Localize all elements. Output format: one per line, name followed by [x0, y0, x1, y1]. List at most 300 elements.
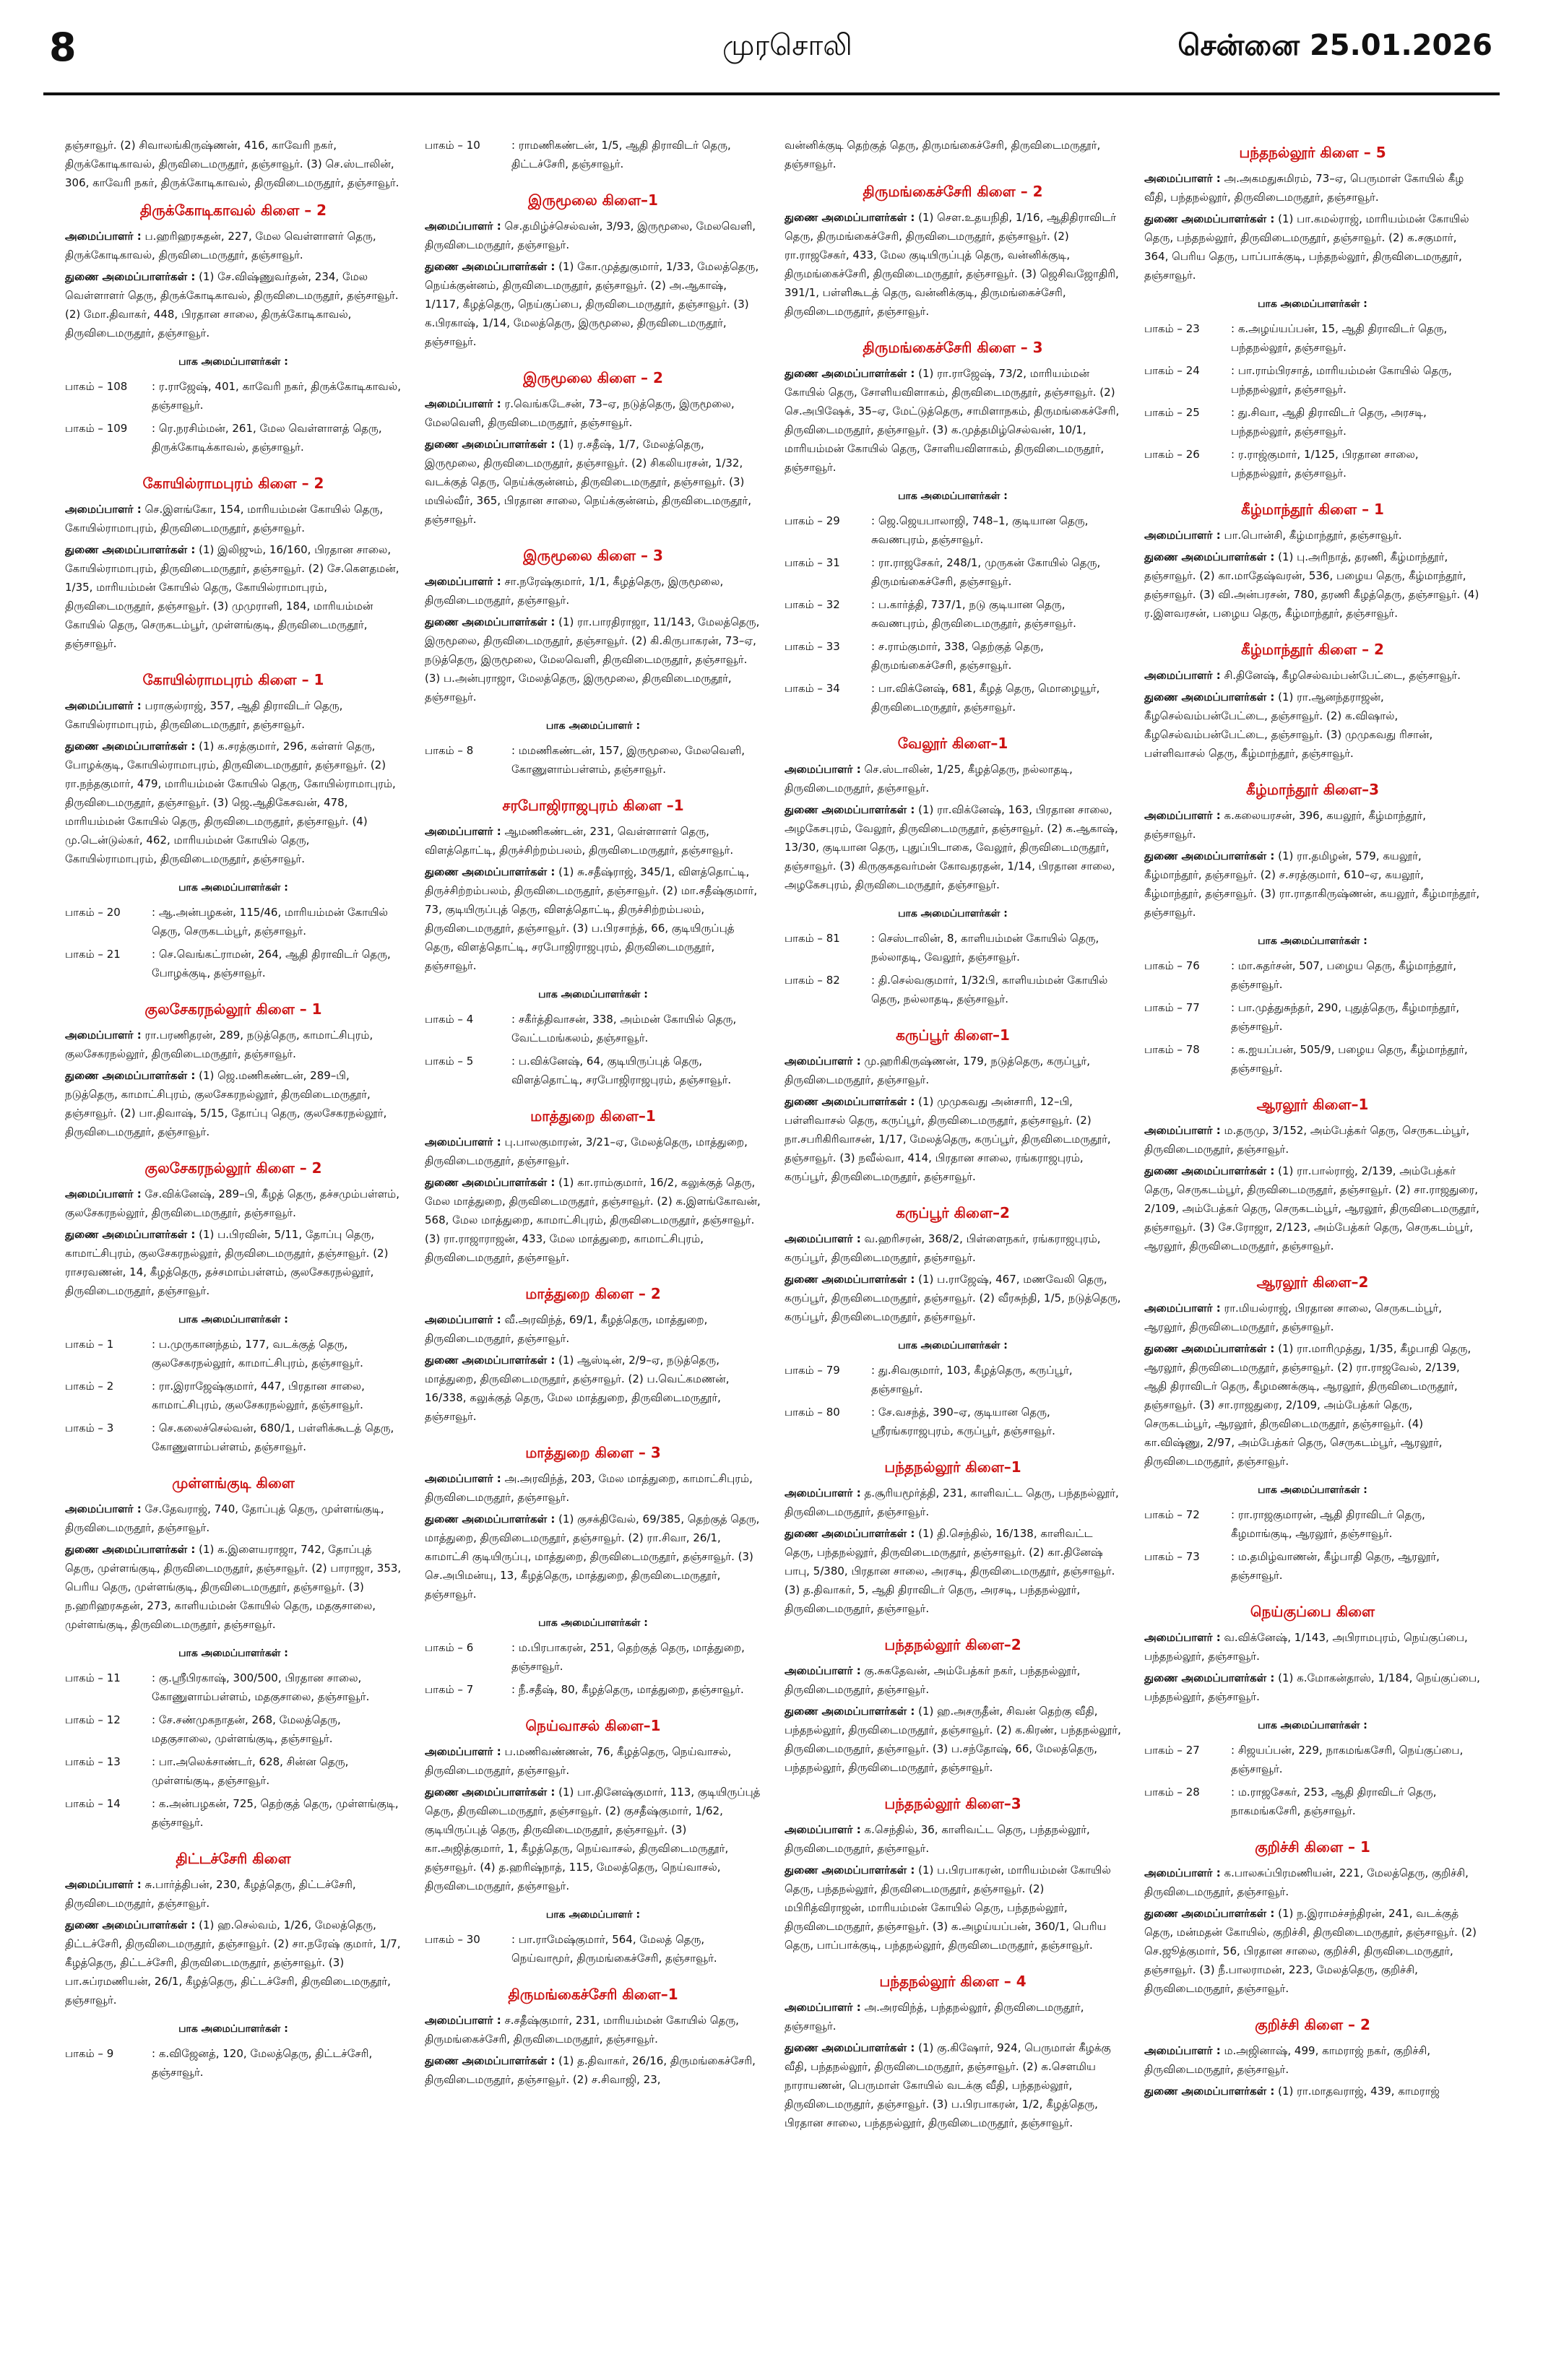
member-details: (1) குசக்திவேல், 69/385, தெற்குத் தெரு, மாத்துறை, திருவிடைமருதூர், தஞ்சாவூர். (2) ரா.சிவா, 26/1, காமாட்சி குடியிருப்பு, மாத்துறை, திருவிடைமருதூர், தஞ்சாவூர். (3) செ.அபிமன்யு, 13, கீழத்தெரு, மாத்துறை, திருவிடைமருதூர், தஞ்சாவூர். — [425, 1513, 760, 1601]
branch-title: பந்தநல்லூர் கிளை–2 — [884, 1636, 1021, 1653]
booth-heading: பாக அமைப்பாளர் : — [545, 720, 641, 732]
branch-section — [425, 1716, 761, 1968]
dateline: சென்னை 25.01.2026 — [1177, 29, 1492, 62]
office-bearer-entry — [785, 1524, 1121, 1618]
member-details: (1) சே.விஷ்ணுவர்தன், 234, மேல வெள்ளாளர் தெரு, திருக்கோடிகாவல், திருவிடைமருதூர், தஞ்சாவூர். (2) மோ.திவாகர், 448, பிரதான சாலை, திருக்கோடிகாவல், திருவிடைமருதூர், தஞ்சாவூர். — [65, 270, 399, 339]
role-label: அமைப்பாளர் : — [65, 1187, 142, 1200]
office-bearer-entry — [65, 267, 402, 342]
branch-title: ஆரலூர் கிளை–2 — [1256, 1273, 1369, 1291]
branch-section — [65, 201, 402, 456]
booth-row — [425, 1680, 761, 1699]
member-details: (1) ஹ.செல்வம், 1/26, மேலத்தெரு, திட்டச்சேரி, திருவிடைமருதூர், தஞ்சாவூர். (2) சா.நரேஷ் குமார், 1/7, கீழத்தெரு, திட்டச்சேரி, திருவிடைமருதூர், தஞ்சாவூர். (3) பா.சுப்ரமணியன், 26/1, கீழத்தெரு, திட்டச்சேரி, திருவிடைமருதூர், தஞ்சாவூர். — [65, 1918, 401, 2007]
booth-number: பாகம் – 20 — [65, 906, 121, 919]
branch-title: நெய்வாசல் கிளை–1 — [525, 1717, 661, 1734]
booth-heading: பாக அமைப்பாளர்கள் : — [178, 2023, 288, 2035]
role-label: அமைப்பாளர் : — [785, 1055, 861, 1068]
booth-details: : து.சிவா, ஆதி திராவிடர் தெரு, அரசடி, பந்தநல்லூர், தஞ்சாவூர். — [1231, 406, 1427, 438]
branch-title: கீழ்மாந்தூர் கிளை – 2 — [1241, 641, 1384, 658]
booth-number: பாகம் – 21 — [65, 948, 121, 961]
booth-row — [1144, 1783, 1481, 1820]
booth-details: : ஜெ.ஜெயபாலாஜி, 748–1, குடியான தெரு, சுவணபுரம், தஞ்சாவூர். — [871, 514, 1089, 546]
booth-heading: பாக அமைப்பாளர்கள் : — [898, 490, 1008, 502]
member-details: ச.சதீஷ்குமார், 231, மாரியம்மன் கோயில் தெரு, திருமங்கைச்சேரி, திருவிடைமருதூர், தஞ்சாவூர். — [425, 2014, 739, 2046]
booth-details: : பா.அலெக்சாண்டர், 628, சின்ன தெரு, முள்ளங்குடி, தஞ்சாவூர். — [152, 1755, 349, 1787]
branch-section — [785, 1026, 1121, 1186]
branch-title: கோயில்ராமபுரம் கிளை – 2 — [142, 475, 324, 492]
member-details: ஆமணிகண்டன், 231, வெள்ளாளர் தெரு, விளத்தொட்டி, திருச்சிற்றம்பலம், திருவிடைமருதூர், தஞ்சாவூர். — [425, 825, 734, 857]
article-columns — [65, 136, 1481, 2360]
member-details: (1) ர.சதீஷ், 1/7, மேலத்தெரு, இருமூலை, திருவிடைமருதூர், தஞ்சாவூர். (2) சிகலியரசன், 1/32, வடக்குத் தெரு, நெய்க்குன்னம், திருவிடைமருதூர், தஞ்சாவூர். (3) மயில்வீர், 365, பிரதான சாலை, நெய்க்குன்னம், திருவிடைமருதூர், தஞ்சாவூர். — [425, 438, 751, 526]
office-bearer-entry — [425, 2011, 761, 2048]
booth-number: பாகம் – 14 — [65, 1797, 121, 1810]
role-label: அமைப்பாளர் : — [1144, 172, 1221, 185]
booth-details: : ம.பிரபாகரன், 251, தெற்குத் தெரு, மாத்துறை, தஞ்சாவூர். — [511, 1641, 745, 1673]
member-details: பராகுல்ராஜ், 357, ஆதி திராவிடர் தெரு, கோயில்ராமாபுரம், திருவிடைமருதூர், தஞ்சாவூர். — [65, 699, 343, 731]
role-label: அமைப்பாளர் : — [785, 1664, 861, 1677]
member-details: (1) க.இளையராஜா, 742, தோப்புத் தெரு, முள்ளங்குடி, திருவிடைமருதூர், தஞ்சாவூர். (2) பாராஜா, 353, பெரிய தெரு, முள்ளங்குடி, திருவிடைமருதூர், தஞ்சாவூர். (3) ந.ஹரிஹரசுதன், 273, காளியம்மன் கோயில் தெரு, மதகுசாலை, முள்ளங்குடி, திருவிடைமருதூர், தஞ்சாவூர். — [65, 1543, 402, 1631]
column-3 — [785, 136, 1121, 2360]
office-bearer-entry — [65, 1540, 402, 1634]
booth-details: : து.சிவகுமார், 103, கீழத்தெரு, கருப்பூர், தஞ்சாவூர். — [871, 1364, 1073, 1395]
branch-section — [1144, 1273, 1481, 1585]
booth-row — [425, 136, 761, 173]
office-bearer-entry — [425, 1173, 761, 1267]
booth-row — [65, 419, 402, 456]
member-details: வீ.அரவிந்த், 69/1, கீழத்தெரு, மாத்துறை, திருவிடைமருதூர், தஞ்சாவூர். — [425, 1313, 708, 1345]
booth-number: பாகம் – 109 — [65, 422, 128, 435]
branch-section — [1144, 143, 1481, 483]
office-bearer-entry — [65, 1225, 402, 1300]
branch-title: கருப்பூர் கிளை–1 — [896, 1026, 1010, 1044]
branch-title: திட்டச்சேரி கிளை — [176, 1850, 291, 1867]
booth-number: பாகம் – 79 — [785, 1364, 840, 1377]
office-bearer-entry — [425, 1310, 761, 1348]
role-label: துணை அமைப்பாளர்கள் : — [1144, 1907, 1275, 1920]
branch-section — [65, 1159, 402, 1456]
role-label: அமைப்பாளர் : — [65, 1502, 142, 1515]
booth-number: பாகம் – 7 — [425, 1683, 474, 1696]
role-label: துணை அமைப்பாளர்கள் : — [1144, 691, 1275, 704]
booth-row — [785, 929, 1121, 966]
member-details: (1) ரா.பால்ராஜ், 2/139, அம்பேத்கர் தெரு, செருகடம்பூர், திருவிடைமருதூர், தஞ்சாவூர். (2) சா.ராஜதுரை, 2/109, அம்பேத்கர் தெரு, செருகடம்பூர், ஆரலூர், திருவிடைமருதூர், தஞ்சாவூர். (3) சே.ரோஜா, 2/123, அம்பேத்கர் தெரு, செருகடம்பூர், ஆரலூர், திருவிடைமருதூர், தஞ்சாவூர். — [1144, 1164, 1479, 1252]
booth-heading: பாக அமைப்பாளர்கள் : — [538, 1617, 648, 1629]
role-label: அமைப்பாளர் : — [65, 230, 142, 243]
member-details: அ.அரவிந்த், பந்தநல்லூர், திருவிடைமருதூர், தஞ்சாவூர். — [785, 2001, 1084, 2033]
branch-title: இருமூலை கிளை – 2 — [523, 369, 663, 386]
branch-section — [785, 338, 1121, 717]
office-bearer-entry — [1144, 526, 1481, 545]
office-bearer-entry — [65, 1500, 402, 1537]
booth-number: பாகம் – 13 — [65, 1755, 121, 1768]
member-details: ம.தருமு, 3/152, அம்பேத்கர் தெரு, செருகடம்பூர், திருவிடைமருதூர், தஞ்சாவூர். — [1144, 1124, 1470, 1156]
role-label: அமைப்பாளர் : — [1144, 809, 1221, 822]
member-details: அ.அரவிந்த், 203, மேல மாத்துறை, காமாட்சிபுரம், திருவிடைமருதூர், தஞ்சாவூர். — [425, 1472, 753, 1504]
member-details: (1) கு.கிஷோர், 924, பெருமாள் கீழக்கு வீதி, பந்தநல்லூர், திருவிடைமருதூர், தஞ்சாவூர். (2) க.சௌமிய நாராயணன், பெருமாள் கோயில் வடக்கு வீதி, பந்தநல்லூர், திருவிடைமருதூர், தஞ்சாவூர். (3) ப.பிரபாகரன், 1/2, கீழத்தெரு, பிரதான சாலை, பந்தநல்லூர், திருவிடைமருதூர், தஞ்சாவூர். — [785, 2041, 1111, 2129]
member-details: (1) ஜெ.மணிகண்டன், 289–பி, நடுத்தெரு, காமாட்சிபுரம், குலசேகரநல்லூர், திருவிடைமருதூர், தஞ்சாவூர். (2) பா.திவாஷ், 5/15, தோப்பு தெரு, குலசேகரநல்லூர், திருவிடைமருதூர், தஞ்சாவூர். — [65, 1069, 387, 1138]
booth-number: பாகம் – 24 — [1144, 364, 1200, 377]
booth-heading: பாக அமைப்பாளர்கள் : — [898, 908, 1008, 919]
booth-details: : ரா.ராஜகுமாரன், ஆதி திராவிடர் தெரு, கீழமாங்குடி, ஆரலூர், தஞ்சாவூர். — [1231, 1508, 1425, 1540]
office-bearer-entry — [425, 572, 761, 610]
role-label: அமைப்பாளர் : — [425, 1745, 501, 1758]
office-bearer-entry — [785, 1092, 1121, 1186]
booth-row — [65, 903, 402, 940]
branch-section — [425, 796, 761, 1089]
booth-details: : நீ.சதீஷ், 80, கீழத்தெரு, மாத்துறை, தஞ்சாவூர். — [511, 1683, 744, 1696]
member-details: (1) தி.செந்தில், 16/138, காளிவட்ட தெரு, பந்தநல்லூர், திருவிடைமருதூர், தஞ்சாவூர். (2) கா.தினேஷ் பாபு, 5/380, பிரதான சாலை, அரசடி, திருவிடைமருதூர், தஞ்சாவூர். (3) த.திவாகர், 5, ஆதி திராவிடர் தெரு, அரசடி, பந்தநல்லூர், திருவிடைமருதூர், தஞ்சாவூர். — [785, 1527, 1115, 1615]
role-label: அமைப்பாளர் : — [425, 1313, 501, 1326]
role-label: துணை அமைப்பாளர்கள் : — [425, 865, 556, 878]
branch-title: திருமங்கைச்சேரி கிளை – 3 — [863, 339, 1043, 356]
office-bearer-entry — [425, 1742, 761, 1780]
booth-heading: பாக அமைப்பாளர்கள் : — [178, 1648, 288, 1659]
member-details: செ.ஸ்டாலின், 1/25, கீழத்தெரு, நல்லாதடி, திருவிடைமருதூர், தஞ்சாவூர். — [785, 763, 1073, 795]
booth-details: : ம.ராஜசேகர், 253, ஆதி திராவிடர் தெரு, நாகமங்கசேரி, தஞ்சாவூர். — [1231, 1786, 1437, 1817]
booth-row — [785, 553, 1121, 591]
role-label: துணை அமைப்பாளர்கள் : — [65, 1069, 196, 1082]
office-bearer-entry — [1144, 1121, 1481, 1159]
office-bearer-entry — [785, 1484, 1121, 1521]
booth-details: : ரெ.நரசிம்மன், 261, மேல வெள்ளாளத் தெரு, திருக்கோடிக்காவல், தஞ்சாவூர். — [152, 422, 382, 454]
member-details: ர.வெங்கடேசன், 73–ஏ, நடுத்தெரு, இருமூலை, மேலவெளி, திருவிடைமருதூர், தஞ்சாவூர். — [425, 397, 735, 429]
booth-number: பாகம் – 82 — [785, 974, 840, 987]
booth-number: பாகம் – 81 — [785, 932, 840, 945]
role-label: துணை அமைப்பாளர்கள் : — [65, 1918, 196, 1931]
booth-number: பாகம் – 23 — [1144, 322, 1200, 335]
role-label: துணை அமைப்பாளர்கள் : — [425, 1513, 556, 1526]
office-bearer-entry — [785, 1229, 1121, 1267]
member-details: க.பாலசுப்பிரமணியன், 221, மேலத்தெரு, குறிச்சி, திருவிடைமருதூர், தஞ்சாவூர். — [1144, 1866, 1469, 1898]
office-bearer-entry — [785, 1861, 1121, 1955]
branch-title: நெய்குப்பை கிளை — [1250, 1603, 1375, 1620]
booth-heading: பாக அமைப்பாளர் : — [545, 1909, 641, 1921]
role-label: துணை அமைப்பாளர்கள் : — [65, 1228, 196, 1241]
office-bearer-entry — [1144, 806, 1481, 844]
booth-row — [1144, 319, 1481, 357]
booth-number: பாகம் – 4 — [425, 1013, 474, 1026]
office-bearer-entry — [65, 540, 402, 653]
booth-row — [425, 1052, 761, 1089]
booth-details: : ராமணிகண்டன், 1/5, ஆதி திராவிடர் தெரு, திட்டச்சேரி, தஞ்சாவூர். — [511, 139, 731, 170]
role-label: அமைப்பாளர் : — [1144, 1866, 1221, 1879]
booth-details: : செ.வெங்கட்ராமன், 264, ஆதி திராவிடர் தெரு, போழக்குடி, தஞ்சாவூர். — [152, 948, 391, 979]
booth-number: பாகம் – 29 — [785, 514, 840, 527]
booth-details: : சிஜயப்பன், 229, நாகமங்கசேரி, நெய்குப்பை, தஞ்சாவூர். — [1231, 1744, 1464, 1775]
office-bearer-entry — [425, 394, 761, 432]
booth-row — [785, 511, 1121, 549]
branch-title: குறிச்சி கிளை – 1 — [1255, 1838, 1370, 1856]
office-bearer-entry — [425, 1351, 761, 1426]
member-details: (1) ப.பிரபாகரன், மாரியம்மன் கோயில் தெரு, பந்தநல்லூர், திருவிடைமருதூர், தஞ்சாவூர். (2) மபிரித்விராஜன், மாரியம்மன் கோயில் தெரு, பந்தநல்லூர், திருவிடைமருதூர், தஞ்சாவூர். (3) க.அழய்யப்பன், 360/1, பெரிய தெரு, பாப்பாக்குடி, பந்தநல்லூர், திருவிடைமருதூர், தஞ்சாவூர். — [785, 1864, 1111, 1952]
member-details: அ.அகமதுசுமிரம், 73–ஏ, பெருமாள் கோயில் கீழ வீதி, பந்தநல்லூர், திருவிடைமருதூர், தஞ்சாவூர். — [1144, 172, 1464, 204]
office-bearer-entry — [1144, 1904, 1481, 1998]
role-label: துணை அமைப்பாளர்கள் : — [785, 2041, 915, 2054]
branch-section — [65, 1000, 402, 1141]
member-details: (1) பு.அரிநாத், தரணி, கீழ்மாந்தூர், தஞ்சாவூர். (2) கா.மாதேஷ்வரன், 536, பழைய தெரு, கீழ்மாந்தூர், தஞ்சாவூர். (3) வி.அன்பரசன், 780, தரணி கீழத்தெரு, தஞ்சாவூர். (4) ர.இளவரசன், பழைய தெரு, கீழ்மாந்தூர், தஞ்சாவூர். — [1144, 550, 1479, 620]
role-label: அமைப்பாளர் : — [1144, 669, 1221, 682]
booth-number: பாகம் – 78 — [1144, 1043, 1200, 1056]
branch-section — [65, 474, 402, 653]
role-label: அமைப்பாளர் : — [65, 699, 142, 712]
office-bearer-entry — [425, 1133, 761, 1170]
booth-number: பாகம் – 33 — [785, 640, 840, 653]
role-label: அமைப்பாளர் : — [1144, 529, 1221, 542]
booth-number: பாகம் – 30 — [425, 1933, 480, 1946]
branch-section — [425, 1284, 761, 1426]
office-bearer-entry — [1144, 1299, 1481, 1336]
booth-heading: பாக அமைப்பாளர்கள் : — [1258, 1720, 1367, 1731]
booth-details: : மா.சுதர்சன், 507, பழைய தெரு, கீழ்மாந்தூர், தஞ்சாவூர். — [1231, 959, 1456, 991]
member-details: வ.விக்னேஷ், 1/143, அபிராமபுரம், நெய்குப்பை, பந்தநல்லூர், தஞ்சாவூர். — [1144, 1631, 1468, 1663]
role-label: துணை அமைப்பாளர்கள் : — [785, 1864, 915, 1877]
booth-row — [65, 2044, 402, 2082]
branch-section — [1144, 780, 1481, 1078]
branch-section — [425, 1107, 761, 1267]
booth-details: : க.அன்பழகன், 725, தெற்குத் தெரு, முள்ளங்குடி, தஞ்சாவூர். — [152, 1797, 399, 1829]
role-label: துணை அமைப்பாளர்கள் : — [1144, 550, 1275, 563]
booth-row — [65, 1794, 402, 1832]
member-details: (1) ரா.மாதவராஜ், 439, காமராஜ் — [1274, 2085, 1440, 2098]
booth-row — [785, 1361, 1121, 1398]
member-details: ரா.மியல்ராஜ், பிரதான சாலை, செருகடம்பூர், ஆரலூர், திருவிடைமருதூர், தஞ்சாவூர். — [1144, 1302, 1442, 1333]
office-bearer-entry — [1144, 1339, 1481, 1471]
member-details: (1) த.திவாகர், 26/16, திருமங்கைச்சேரி, திருவிடைமருதூர், தஞ்சாவூர். (2) ச.சிவாஜி, 23, — [425, 2054, 756, 2086]
booth-number: பாகம் – 34 — [785, 682, 840, 695]
office-bearer-entry — [1144, 1161, 1481, 1255]
member-details: (1) ரா.மாரிமுத்து, 1/35, கீழபாதி தெரு, ஆரலூர், திருவிடைமருதூர், தஞ்சாவூர். (2) ரா.ராஜவேல், 2/139, ஆதி திராவிடர் தெரு, கீழமணக்குடி, ஆரலூர், திருவிடைமருதூர், தஞ்சாவூர். (3) சா.ராஜதுரை, 2/109, அம்பேத்கர் தெரு, செருகடம்பூர், ஆரலூர், திருவிடைமருதூர், தஞ்சாவூர். (4) கா.விஷ்ணு, 2/97, அம்பேத்கர் தெரு, செருகடம்பூர், ஆரலூர், திருவிடைமருதூர், தஞ்சாவூர். — [1144, 1342, 1471, 1468]
office-bearer-entry — [785, 1702, 1121, 1777]
role-label: துணை அமைப்பாளர்கள் : — [425, 1176, 556, 1189]
booth-number: பாகம் – 32 — [785, 598, 840, 611]
booth-row — [65, 377, 402, 415]
office-bearer-entry — [785, 208, 1121, 321]
office-bearer-entry — [425, 2051, 761, 2089]
booth-number: பாகம் – 26 — [1144, 448, 1200, 461]
office-bearer-entry — [65, 500, 402, 537]
role-label: துணை அமைப்பாளர்கள் : — [425, 260, 556, 273]
booth-details: : க.விஜேனத், 120, மேலத்தெரு, திட்டச்சேரி, தஞ்சாவூர். — [152, 2047, 373, 2079]
member-details: மு.ஹரிகிருஷ்ணன், 179, நடுத்தெரு, கருப்பூர், திருவிடைமருதூர், தஞ்சாவூர். — [785, 1055, 1091, 1086]
member-details: (1) கா.ராம்குமார், 16/2, கலுக்குத் தெரு, மேல மாத்துறை, திருவிடைமருதூர், தஞ்சாவூர். (2) க.இளங்கோவன், 568, மேல மாத்துறை, காமாட்சிபுரம், திருவிடைமருதூர், தஞ்சாவூர். (3) ரா.ராஜாராஜன், 433, மேல மாத்துறை, காமாட்சிபுரம், திருவிடைமருதூர், தஞ்சாவூர். — [425, 1176, 761, 1264]
booth-number: பாகம் – 8 — [425, 744, 474, 757]
booth-heading: பாக அமைப்பாளர்கள் : — [178, 882, 288, 893]
continued-text: தஞ்சாவூர். (2) சிவாலங்கிருஷ்ணன், 416, காவேரி நகர், திருக்கோடிகாவல், திருவிடைமருதூர், தஞ்சாவூர். (3) செ.ஸ்டாலின், 306, காவேரி நகர், திருக்கோடிகாவல், திருவிடைமருதூர், தஞ்சாவூர். — [65, 139, 399, 189]
member-details: சே.விக்னேஷ், 289–பி, கீழத் தெரு, தச்சமும்பள்ளம், குலசேகரநல்லூர், திருவிடைமருதூர், தஞ்சாவூர். — [65, 1187, 399, 1219]
office-bearer-entry — [1144, 2041, 1481, 2079]
office-bearer-entry — [1144, 1669, 1481, 1706]
office-bearer-entry — [1144, 1628, 1481, 1666]
branch-section — [65, 670, 402, 982]
booth-row — [1144, 1505, 1481, 1543]
header-rule — [43, 92, 1500, 95]
booth-row — [425, 741, 761, 779]
role-label: துணை அமைப்பாளர்கள் : — [1144, 849, 1275, 862]
branch-title: திருமங்கைச்சேரி கிளை – 2 — [863, 183, 1043, 200]
role-label: அமைப்பாளர் : — [1144, 1302, 1221, 1315]
booth-number: பாகம் – 25 — [1144, 406, 1200, 419]
member-details: (1) சௌ.உதயநிதி, 1/16, ஆதிதிராவிடர் தெரு, திருமங்கைச்சேரி, திருவிடைமருதூர், தஞ்சாவூர். (2) ரா.ராஜசேகர், 433, மேல குடியிருப்புத் தெரு, வன்னிக்குடி, திருமங்கைச்சேரி, திருவிடைமருதூர், தஞ்சாவூர். (3) ஜெசிவஜோதிரி, 391/1, பள்ளிகூடத் தெரு, வன்னிக்குடி, திருமங்கைச்சேரி, திருவிடைமருதூர், தஞ்சாவூர். — [785, 211, 1119, 318]
office-bearer-entry — [1144, 666, 1481, 685]
member-details: ரா.பரணிதரன், 289, நடுத்தெரு, காமாட்சிபுரம், குலசேகரநல்லூர், திருவிடைமருதூர், தஞ்சாவூர். — [65, 1029, 373, 1060]
branch-title: கீழ்மாந்தூர் கிளை–3 — [1245, 781, 1380, 798]
column-1 — [65, 136, 402, 2360]
office-bearer-entry — [1144, 2082, 1481, 2100]
booth-heading: பாக அமைப்பாளர்கள் : — [178, 356, 288, 368]
booth-number: பாகம் – 108 — [65, 380, 128, 393]
office-bearer-entry — [425, 613, 761, 706]
branch-section — [1144, 500, 1481, 623]
office-bearer-entry — [425, 862, 761, 975]
booth-details: : செ.கலைச்செல்வன், 680/1, பள்ளிக்கூடத் தெரு, கோணுளாம்பள்ளம், தஞ்சாவூர். — [152, 1421, 394, 1453]
member-details: (1) ஹ.அசருதீன், சிவன் தெற்கு வீதி, பந்தநல்லூர், திருவிடைமருதூர், தஞ்சாவூர். (2) க.கிரண், பந்தநல்லூர், திருவிடைமருதூர், தஞ்சாவூர். (3) ப.சந்தோஷ், 66, மேலத்தெரு, பந்தநல்லூர், திருவிடைமருதூர், தஞ்சாவூர். — [785, 1705, 1121, 1774]
role-label: அமைப்பாளர் : — [1144, 1631, 1221, 1644]
booth-row — [65, 1377, 402, 1414]
booth-number: பாகம் – 10 — [425, 139, 480, 152]
branch-section — [425, 1985, 761, 2089]
booth-heading: பாக அமைப்பாளர்கள் : — [898, 1340, 1008, 1351]
branch-title: ஆரலூர் கிளை–1 — [1256, 1096, 1369, 1113]
branch-title: வேலூர் கிளை–1 — [897, 735, 1008, 752]
booth-row — [425, 1930, 761, 1968]
role-label: துணை அமைப்பாளர்கள் : — [785, 1705, 915, 1718]
member-details: ம.அஜினாஷ், 499, காமராஜ் நகர், குறிச்சி, திருவிடைமருதூர், தஞ்சாவூர். — [1144, 2044, 1431, 2076]
role-label: அமைப்பாளர் : — [785, 1487, 861, 1500]
branch-title: கருப்பூர் கிளை–2 — [896, 1204, 1010, 1221]
branch-title: பந்தநல்லூர் கிளை – 4 — [879, 1973, 1026, 1990]
booth-details: : ம.தமிழ்வாணன், கீழ்பாதி தெரு, ஆரலூர், தஞ்சாவூர். — [1231, 1550, 1440, 1582]
branch-section — [425, 368, 761, 529]
office-bearer-entry — [425, 217, 761, 254]
member-details: (1) கோ.முத்துகுமார், 1/33, மேலத்தெரு, நெய்க்குன்னம், திருவிடைமருதூர், தஞ்சாவூர். (2) அ.ஆகாஷ், 1/117, கீழத்தெரு, நெய்குப்பை, திருவிடைமருதூர், தஞ்சாவூர். (3) க.பிரகாஷ், 1/14, மேலத்தெரு, இருமூலை, திருவிடைமருதூர், தஞ்சாவூர். — [425, 260, 759, 348]
office-bearer-entry — [425, 1510, 761, 1604]
member-details: த.சூரியமூர்த்தி, 231, காளிவட்ட தெரு, பந்தநல்லூர், திருவிடைமருதூர், தஞ்சாவூர். — [785, 1487, 1119, 1518]
branch-section — [65, 1849, 402, 2082]
branch-title: முள்ளங்குடி கிளை — [172, 1474, 295, 1492]
office-bearer-entry — [65, 1916, 402, 2009]
booth-number: பாகம் – 27 — [1144, 1744, 1200, 1757]
booth-row — [425, 1010, 761, 1047]
booth-number: பாகம் – 31 — [785, 556, 840, 569]
branch-title: குலசேகரநல்லூர் கிளை – 2 — [144, 1159, 322, 1177]
booth-details: : ரா.இராஜேஷ்குமார், 447, பிரதான சாலை, காமாட்சிபுரம், குலசேகரநல்லூர், தஞ்சாவூர். — [152, 1380, 365, 1411]
booth-row — [425, 1638, 761, 1676]
column-4 — [1144, 136, 1481, 2360]
branch-title: குலசேகரநல்லூர் கிளை – 1 — [144, 1000, 322, 1018]
office-bearer-entry — [785, 1820, 1121, 1858]
role-label: அமைப்பாளர் : — [785, 2001, 861, 2014]
newspaper-name: முரசொலி — [722, 29, 852, 62]
member-details: (1) பா.கமல்ராஜ், மாரியம்மன் கோயில் தெரு, பந்தநல்லூர், திருவிடைமருதூர், தஞ்சாவூர். (2) க.சகுமார், 364, பெரிய தெரு, பாப்பாக்குடி, பந்தநல்லூர், திருவிடைமருதூர், தஞ்சாவூர். — [1144, 212, 1469, 282]
branch-section — [425, 191, 761, 351]
member-details: (1) முமுகவது அன்சாரி, 12–பி, பள்ளிவாசல் தெரு, கருப்பூர், திருவிடைமருதூர், தஞ்சாவூர். (2) நா.சபரிகிரிவாசன், 1/17, மேலத்தெரு, கருப்பூர், திருவிடைமருதூர், தஞ்சாவூர். (3) நவீல்வா, 414, பிரதான சாலை, ரங்கராஜபுரம், கருப்பூர், திருவிடைமருதூர், தஞ்சாவூர். — [785, 1095, 1111, 1183]
booth-details: : ப.கார்த்தி, 737/1, நடு குடியான தெரு, சுவணபுரம், திருவிடைமருதூர், தஞ்சாவூர். — [871, 598, 1076, 630]
member-details: வ.ஹரிசரன், 368/2, பிள்ளைநகர், ரங்கராஜபுரம், கருப்பூர், திருவிடைமருதூர், தஞ்சாவூர். — [785, 1232, 1101, 1264]
member-details: (1) ரா.பாரதிராஜா, 11/143, மேலத்தெரு, இருமூலை, திருவிடைமருதூர், தஞ்சாவூர். (2) கி.கிருபாகரன், 73–ஏ, நடுத்தெரு, இருமூலை, மேலவெளி, திருவிடைமருதூர், தஞ்சாவூர். (3) ப.அன்புராஜா, மேலத்தெரு, இருமூலை, திருவிடைமருதூர், தஞ்சாவூர். — [425, 615, 760, 704]
role-label: துணை அமைப்பாளர்கள் : — [425, 615, 556, 628]
office-bearer-entry — [785, 1998, 1121, 2035]
office-bearer-entry — [785, 364, 1121, 477]
booth-row — [1144, 956, 1481, 994]
branch-title: திருமங்கைச்சேரி கிளை–1 — [508, 1986, 678, 2003]
booth-number: பாகம் – 11 — [65, 1671, 121, 1684]
role-label: அமைப்பாளர் : — [1144, 1124, 1221, 1137]
role-label: துணை அமைப்பாளர்கள் : — [785, 211, 915, 224]
member-details: (1) ரா.ராஜேஷ், 73/2, மாரியம்மன் கோயில் தெரு, சோளியவிளாகம், திருவிடைமருதூர், தஞ்சாவூர். (2) செ.அபிஷேக், 35–ஏ, மேட்டுத்தெரு, சாமிளாநகம், திருமங்கைச்சேரி, திருவிடைமருதூர், தஞ்சாவூர். (3) க.முத்தமிழ்செல்வன், 10/1, மாரியம்மன் கோயில் தெரு, சோளியவிளாகம், திருவிடைமருதூர், தஞ்சாவூர். — [785, 367, 1120, 474]
booth-details: : சகீர்த்திவாசன், 338, அம்மன் கோயில் தெரு, வேட்டமங்கலம், தஞ்சாவூர். — [511, 1013, 737, 1044]
booth-row — [1144, 1741, 1481, 1778]
booth-number: பாகம் – 28 — [1144, 1786, 1200, 1799]
booth-row — [65, 1710, 402, 1748]
office-bearer-entry — [425, 1469, 761, 1507]
branch-section — [785, 734, 1121, 1008]
role-label: அமைப்பாளர் : — [65, 503, 142, 516]
booth-heading: பாக அமைப்பாளர்கள் : — [178, 1314, 288, 1325]
member-details: சா.நரேஷ்குமார், 1/1, கீழத்தெரு, இருமூலை, திருவிடைமருதூர், தஞ்சாவூர். — [425, 575, 724, 607]
branch-title: மாத்துறை கிளை – 3 — [525, 1444, 661, 1461]
branch-section — [425, 1443, 761, 1699]
office-bearer-entry — [65, 1185, 402, 1222]
member-details: சி.தினேஷ், கீழசெல்வம்பன்பேட்டை, தஞ்சாவூர். — [1220, 669, 1461, 682]
branch-section — [785, 1203, 1121, 1440]
member-details: பு.பாலகுமாரன், 3/21–ஏ, மேலத்தெரு, மாத்துறை, திருவிடைமருதூர், தஞ்சாவூர். — [425, 1135, 748, 1167]
role-label: அமைப்பாளர் : — [425, 397, 501, 410]
role-label: அமைப்பாளர் : — [785, 1232, 861, 1245]
booth-number: பாகம் – 3 — [65, 1421, 114, 1435]
role-label: அமைப்பாளர் : — [785, 763, 861, 776]
office-bearer-entry — [425, 1783, 761, 1895]
role-label: அமைப்பாளர் : — [425, 1135, 501, 1148]
branch-title: இருமூலை கிளை–1 — [528, 191, 658, 209]
booth-details: : ஆ.அன்பழகன், 115/46, மாரியம்மன் கோயில் தெரு, செருகடம்பூர், தஞ்சாவூர். — [152, 906, 388, 938]
role-label: துணை அமைப்பாளர்கள் : — [1144, 1164, 1275, 1177]
member-details: (1) ப.பிரவின், 5/11, தோப்பு தெரு, காமாட்சிபுரம், குலசேகரநல்லூர், திருவிடைமருதூர், தஞ்சாவூர். (2) ராசரவணன், 14, கீழத்தெரு, தச்சமாம்பள்ளம், குலசேகரநல்லூர், திருவிடைமருதூர், தஞ்சாவூர். — [65, 1228, 389, 1297]
booth-number: பாகம் – 80 — [785, 1406, 840, 1419]
continued-text: வன்னிக்குடி தெற்குத் தெரு, திருமங்கைச்சேரி, திருவிடைமருதூர், தஞ்சாவூர். — [785, 139, 1101, 170]
booth-row — [1144, 403, 1481, 441]
booth-details: : ச.ராம்குமார், 338, தெற்குத் தெரு, திருமங்கைச்சேரி, தஞ்சாவூர். — [871, 640, 1044, 672]
member-details: செ.தமிழ்ச்செல்வன், 3/93, இருமூலை, மேலவெளி, திருவிடைமருதூர், தஞ்சாவூர். — [425, 220, 756, 251]
role-label: துணை அமைப்பாளர்கள் : — [425, 1786, 556, 1799]
role-label: துணை அமைப்பாளர்கள் : — [785, 1273, 915, 1286]
booth-number: பாகம் – 72 — [1144, 1508, 1200, 1521]
office-bearer-entry — [1144, 169, 1481, 207]
booth-details: : மமணிகண்டன், 157, இருமூலை, மேலவெளி, கோணுளாம்பள்ளம், தஞ்சாவூர். — [511, 744, 745, 776]
booth-heading: பாக அமைப்பாளர்கள் : — [1258, 1484, 1367, 1496]
member-details: பா.பொன்சி, கீழ்மாந்தூர், தஞ்சாவூர். — [1220, 529, 1402, 542]
member-details: சு.பார்த்திபன், 230, கீழத்தெரு, திட்டச்சேரி, திருவிடைமருதூர், தஞ்சாவூர். — [65, 1878, 356, 1910]
member-details: (1) ரா.தமிழன், 579, கயலூர், கீழ்மாந்தூர், தஞ்சாவூர். (2) ச.சரத்குமார், 610–ஏ, கயலூர், கீழ்மாந்தூர், தஞ்சாவூர். (3) ரா.ராதாகிருஷ்ணன், கயலூர், கீழ்மாந்தூர், தஞ்சாவூர். — [1144, 849, 1480, 919]
office-bearer-entry — [1144, 847, 1481, 922]
role-label: துணை அமைப்பாளர்கள் : — [785, 367, 915, 380]
role-label: அமைப்பாளர் : — [65, 1029, 142, 1042]
booth-number: பாகம் – 6 — [425, 1641, 474, 1654]
role-label: அமைப்பாளர் : — [425, 220, 501, 233]
booth-number: பாகம் – 12 — [65, 1713, 121, 1726]
booth-row — [1144, 361, 1481, 399]
booth-number: பாகம் – 9 — [65, 2047, 114, 2060]
role-label: அமைப்பாளர் : — [425, 2014, 501, 2027]
booth-number: பாகம் – 73 — [1144, 1550, 1200, 1563]
member-details: (1) இலிஜும், 16/160, பிரதான சாலை, கோயில்ராமாபுரம், திருவிடைமருதூர், தஞ்சாவூர். (2) சே.கௌதமன், 1/35, மாரியம்மன் கோயில் தெரு, கோயில்ராமாபுரம், திருவிடைமருதூர், தஞ்சாவூர். (3) முமுராளி, 184, மாரியம்மன் கோயில் தெரு, செருகடம்பூர், முள்ளங்குடி, திருவிடைமருதூர், தஞ்சாவூர். — [65, 543, 399, 650]
office-bearer-entry — [65, 227, 402, 264]
member-details: க.கலையரசன், 396, கயலூர், கீழ்மாந்தூர், தஞ்சாவூர். — [1144, 809, 1427, 841]
booth-details: : ப.விக்னேஷ், 64, குடியிருப்புத் தெரு, விளத்தொட்டி, சரபோஜிராஜபுரம், தஞ்சாவூர். — [511, 1055, 732, 1086]
page-number: 8 — [49, 25, 77, 70]
role-label: அமைப்பாளர் : — [425, 1472, 501, 1485]
role-label: துணை அமைப்பாளர்கள் : — [65, 543, 196, 556]
office-bearer-entry — [425, 435, 761, 529]
member-details: (1) பா.தினேஷ்குமார், 113, குடியிருப்புத் தெரு, திருவிடைமருதூர், தஞ்சாவூர். (2) குசதீஷ்குமார், 1/62, குடியிருப்புத் தெரு, திருவிடைமருதூர், தஞ்சாவூர். (3) கா.அஜித்குமார், 1, கீழத்தெரு, நெய்வாசல், திருவிடைமருதூர், தஞ்சாவூர். (4) த.ஹரிஷ்நாத், 115, மேலத்தெரு, நெய்வாசல், திருவிடைமருதூர், தஞ்சாவூர். — [425, 1786, 761, 1892]
